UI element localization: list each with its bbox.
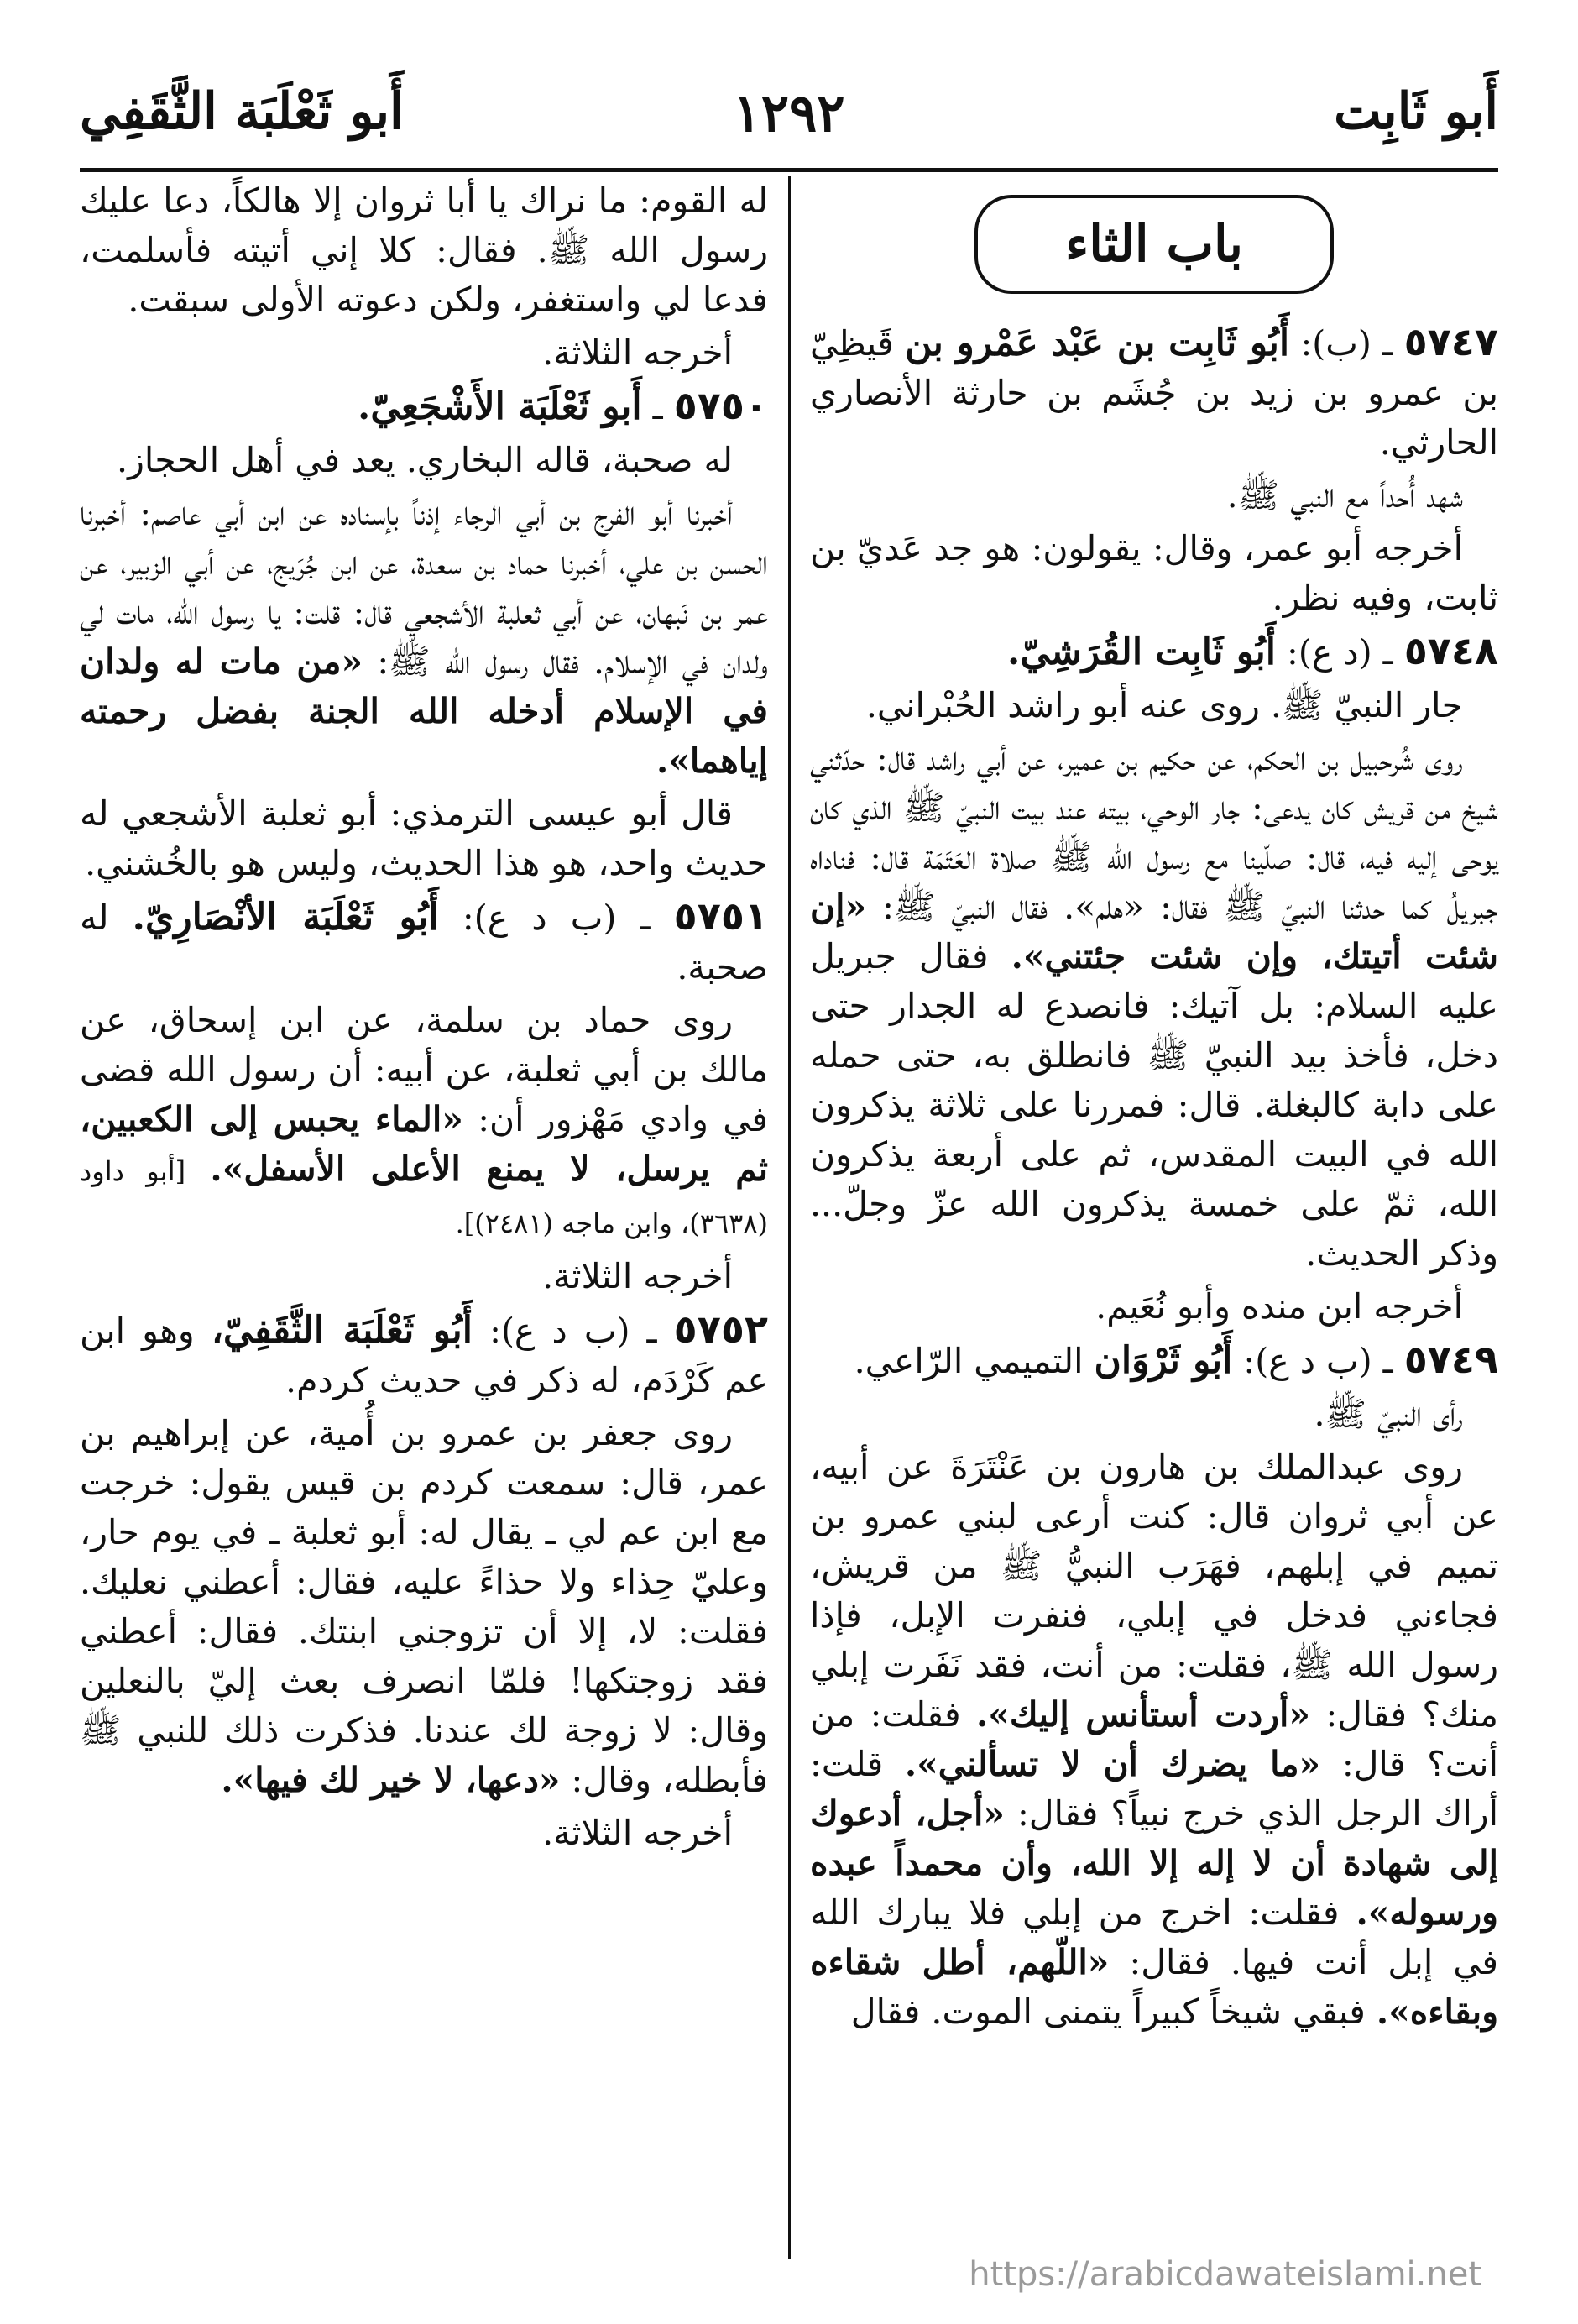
column-divider — [788, 176, 791, 2259]
entry-number: ٥٧٤٨ — [1403, 628, 1498, 673]
hadith-paragraph — [810, 734, 1498, 1279]
entry-name: أَبو ثَعْلَبَة الأَشْجَعِيّ. — [358, 385, 642, 428]
prophetic-quote: «أجل، أدعوك إلى شهادة أن لا إله إلا الله، وأن محمداً عبده ورسوله». — [810, 1793, 1498, 1933]
page-number: ١٢٩٢ — [733, 82, 845, 144]
entry-number: ٥٧٥١ — [673, 893, 768, 939]
narration-text: روى جعفر بن عمرو بن أُمية، عن إبراهيم بن عمر، قال: سمعت كردم بن قيس يقول: خرجت مع ابن عم لي ـ يقال له: أبو ثعلبة ـ في يوم حار، وعليّ حِذاء ولا حذاءً عليه، فقال: أعطني نعليك. فقلت: لا، إلا أن تزوجني ابنتك. فقال: أعطني فقد زوجتكها! فلمّا انصرف بعث إليّ بالنعلين وقال: لا زوجة لك عندنا. فذكرت ذلك للنبي ﷺ فأبطله، وقال: — [80, 1413, 768, 1800]
hadith-paragraph — [80, 996, 768, 1248]
entry-code: ـ (د ع): — [1287, 632, 1393, 673]
entry-number: ٥٧٥٠ — [673, 383, 768, 428]
narration-text: فقلت: اخرج من إبلي فلا يبارك الله في إبل أنت فيها. فقال: — [810, 1892, 1498, 1982]
entry-5749 — [810, 1335, 1498, 1386]
entry-code: ـ — [652, 387, 663, 427]
narration-text: فقلت: من أنت؟ قال: — [810, 1694, 1498, 1784]
hadith-paragraph — [810, 1442, 1498, 2037]
narration-text: روى شُرحبيل بن الحكم، عن حكيم بن عمير، عن أبي راشد قال: حدّثني شيخ من قريش كان يدعى: جار الوحي، بيته عند بيت النبيّ ﷺ الذي كان يوحى إليه فيه، قال: صلّينا مع رسول الله ﷺ صلاة العَتَمَة قال: فناداه جبريلُ كما حدثنا النبيّ ﷺ فقال: «هلم». فقال النبيّ ﷺ: — [810, 738, 1498, 927]
entry-rest: له صحبة. — [80, 898, 768, 987]
entry-lineage: قَيظِيّ بن عمرو بن زيد بن جُشَم بن حارثة الأنصاري الحارثي. — [810, 323, 1498, 463]
paragraph: جار النبيّ ﷺ. روى عنه أبو راشد الحُبْراني. — [865, 685, 1463, 725]
entry-rest: التميمي الرّاعي. — [854, 1341, 1084, 1381]
entry-5750 — [80, 381, 768, 432]
entry-code: ـ (ب د ع): — [462, 898, 651, 938]
entry-name: أَبُو ثَعْلَبَة الثَّقَفِيّ، — [211, 1309, 473, 1352]
prophetic-quote: «أردت أستأنس إليك». — [976, 1694, 1311, 1735]
entry-code: ـ (ب د ع): — [489, 1311, 657, 1351]
prophetic-quote: «الماء يحبس إلى الكعبين، ثم يرسل، لا يمنع الأعلى الأسفل». — [80, 1099, 769, 1189]
entry-number: ٥٧٥٢ — [673, 1306, 768, 1352]
hadith-paragraph — [80, 1409, 768, 1805]
hadith-paragraph — [80, 489, 768, 786]
paragraph: أخرجه أبو عمر، وقال: يقولون: هو جد عَديّ بن ثابت، وفيه نظر. — [810, 528, 1498, 618]
narration-text: أخبرنا أبو الفرج بن أبي الرجاء إذناً بإسناده عن ابن أبي عاصم: أخبرنا الحسن بن علي، أخبرنا حماد بن سعدة، عن ابن جُرَيج، عن أبي الزبير، عن عمر بن نَبهان، عن أبي ثعلبة الأشجعي قال: قلت: يا رسول الله، مات لي ولدان في الإسلام. فقال رسول الله ﷺ: — [80, 493, 768, 682]
prophetic-quote: «اللّهم، أطل شقاءه وبقاءه». — [810, 1942, 1498, 2032]
entry-name: أَبُو ثَعْلَبَة الأنْصَارِيّ. — [132, 896, 439, 939]
continued-text: له القوم: ما نراك يا أبا ثروان إلا هالكاً، دعا عليك رسول الله ﷺ. فقال: كلا إني أتيته فأسلمت، فدعا لي واستغفر، ولكن دعوته الأولى سبقت. — [80, 181, 768, 320]
narration-text: فقال جبريل عليه السلام: بل آتيك: فانصدع له الجدار حتى دخل، فأخذ بيد النبيّ ﷺ فانطلق به، حتى حمله على دابة كالبغلة. قال: فمررنا على ثلاثة يذكرون الله في البيت المقدس، ثم على أربعة يذكرون الله، ثمّ على خمسة يذكرون الله عزّ وجلّ... وذكر الحديث. — [810, 936, 1498, 1274]
header-rule — [80, 168, 1498, 172]
running-title-right: أَبو ثَابِت — [1334, 82, 1498, 141]
entry-number: ٥٧٤٩ — [1403, 1337, 1498, 1382]
prophetic-quote: «من مات له ولدان في الإسلام أدخله الله الجنة بفضل رحمته إياهما». — [80, 641, 768, 781]
narration-text: روى حماد بن سلمة، عن ابن إسحاق، عن مالك بن أبي ثعلبة، عن أبيه: أن رسول الله قضى في وادي مَهْزور أن: — [80, 1000, 768, 1139]
prophetic-quote: «ما يضرك أن لا تسألني». — [904, 1744, 1321, 1784]
narration-text: فبقي شيخاً كبيراً يتمنى الموت. فقال — [850, 1992, 1366, 2032]
chapter-heading-box: باب الثاء — [974, 195, 1334, 294]
entry-5752 — [80, 1305, 768, 1405]
paragraph: أخرجه الثلاثة. — [542, 332, 733, 373]
entry-code: ـ (ب د ع): — [1243, 1341, 1393, 1381]
reference-note: [أبو داود (٣٦٣٨)، وابن ماجه (٢٤٨١)]. — [80, 1155, 768, 1239]
paragraph: أخرجه ابن منده وأبو نُعَيم. — [1095, 1286, 1463, 1327]
entry-5748 — [810, 626, 1498, 678]
running-header — [80, 74, 1498, 158]
paragraph: شهد أُحداً مع النبي ﷺ. — [1226, 475, 1463, 516]
entry-5751 — [80, 892, 768, 992]
entry-rest: وهو ابن عم كَرْدَم، له ذكر في حديث كردم. — [80, 1311, 768, 1400]
paragraph: أخرجه الثلاثة. — [542, 1256, 733, 1296]
prophetic-quote: «إن شئت أتيتك، وإن شئت جئتني». — [810, 887, 1498, 976]
narration-text: قلت: أراك الرجل الذي خرج نبياً؟ فقال: — [810, 1744, 1498, 1834]
entry-name: أَبُو ثَرْوَان — [1094, 1339, 1233, 1382]
entry-name: أَبُو ثَابِت بن عَبْد عَمْرو بن — [905, 322, 1290, 364]
left-column — [80, 176, 768, 1861]
entry-number: ٥٧٤٧ — [1403, 319, 1498, 364]
entry-code: ـ (ب): — [1300, 323, 1393, 364]
paragraph: قال أبو عيسى الترمذي: أبو ثعلبة الأشجعي له حديث واحد، هو هذا الحديث، وليس هو بالخُشني. — [80, 793, 768, 883]
paragraph: له صحبة، قاله البخاري. يعد في أهل الحجاز. — [117, 440, 733, 480]
paragraph: أخرجه الثلاثة. — [542, 1813, 733, 1853]
narration-text: روى عبدالملك بن هارون بن عَنْتَرَةَ عن أبيه، عن أبي ثروان قال: كنت أرعى لبني عمرو بن تميم في إبلهم، فهَرَب النبيُّ ﷺ من قريش، فجاءني فدخل في إبلي، فنفرت الإبل، فإذا رسول الله ﷺ، فقلت: من أنت، فقد نَفَرت إبلي منك؟ فقال: — [810, 1447, 1498, 1735]
entry-name: أَبُو ثَابِت القُرَشِيّ. — [1007, 631, 1276, 673]
right-column — [810, 176, 1498, 2040]
entry-5747 — [810, 317, 1498, 468]
watermark-url: https://arabicdawateislami.net — [969, 2255, 1481, 2294]
prophetic-quote: «دعها، لا خير لك فيها». — [221, 1760, 561, 1800]
paragraph: رأى النبيّ ﷺ. — [1314, 1394, 1463, 1434]
running-title-left: أَبو ثَعْلَبَة الثَّقَفِي — [80, 82, 404, 141]
